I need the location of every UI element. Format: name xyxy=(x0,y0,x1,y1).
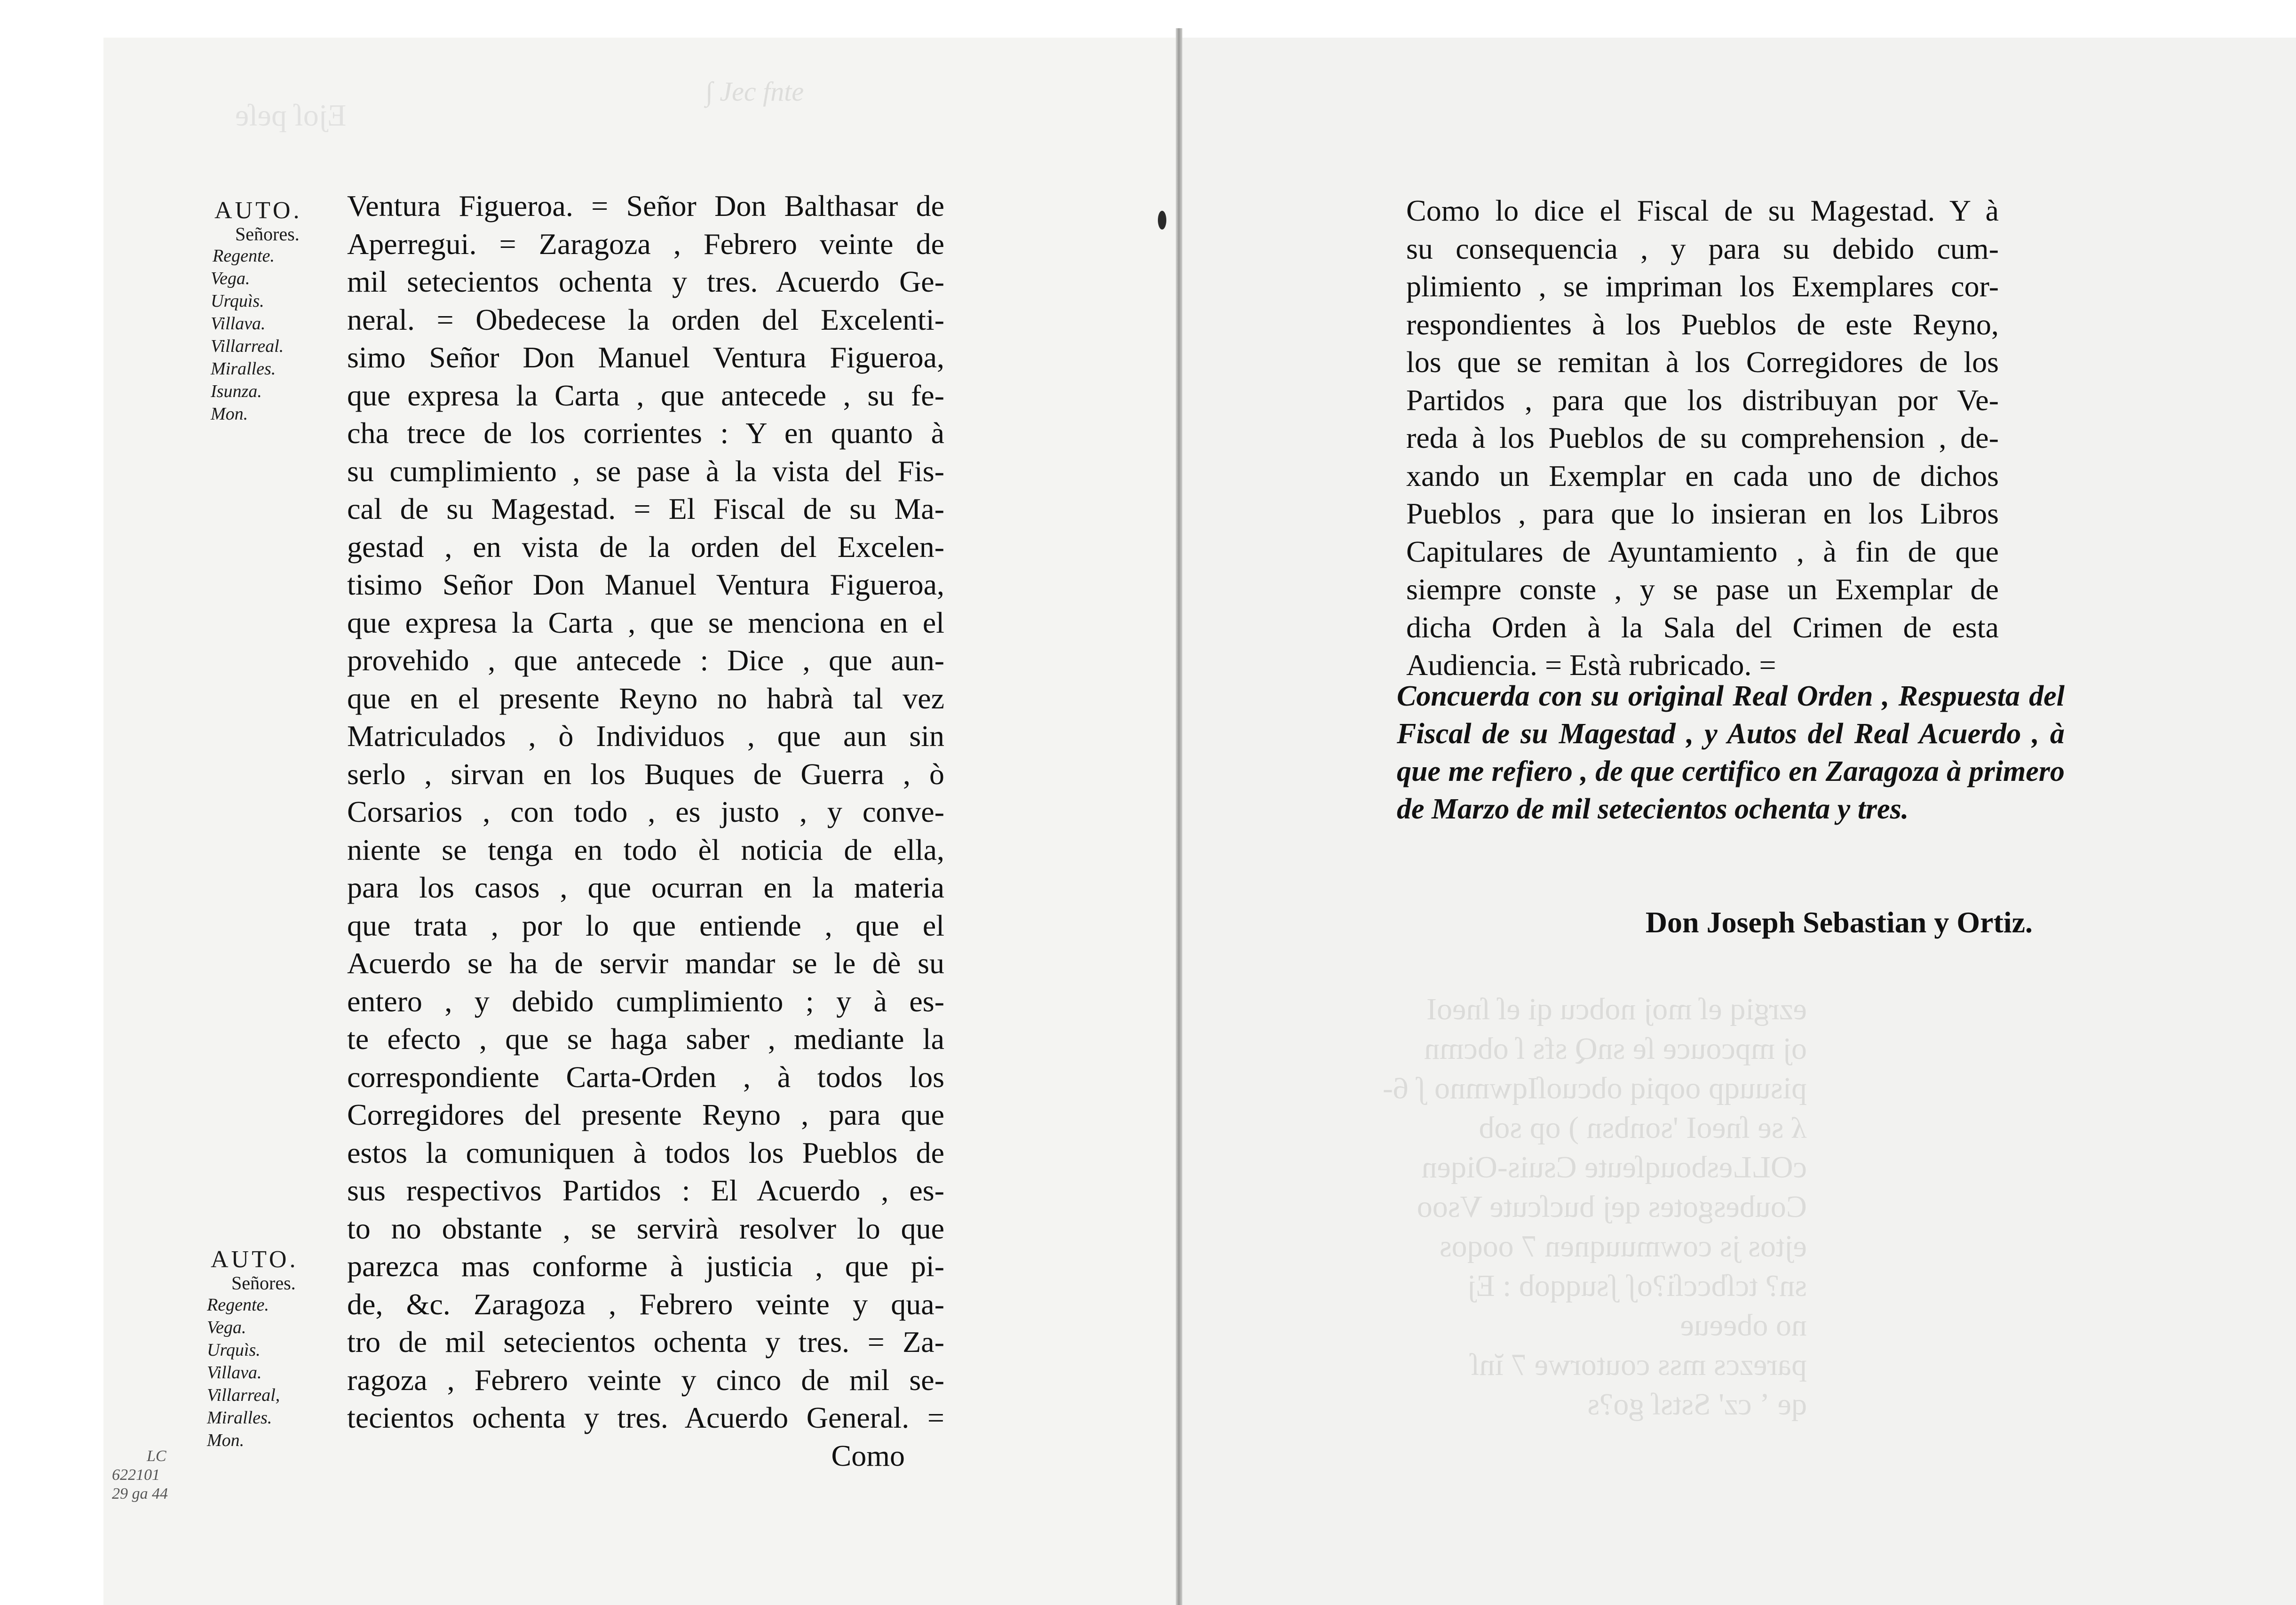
text-line: su cumplimiento , se pase à la vista del Fis- xyxy=(347,454,944,488)
signature-line: Don Joseph Sebastian y Ortiz. xyxy=(1645,906,2033,939)
text-line: to no obstante , se servirà resolver lo que xyxy=(347,1211,944,1245)
marginal-note-1 xyxy=(211,198,302,425)
text-line: estos la comuniquen à todos los Pueblos de xyxy=(347,1136,944,1169)
judge-name: Regente. xyxy=(207,1295,269,1315)
marginal-note-title: AUTO. xyxy=(214,197,302,224)
text-line: reda à los Pueblos de su comprehension , de- xyxy=(1406,421,1999,454)
text-line: mil setecientos ochenta y tres. Acuerdo Ge- xyxy=(347,265,944,298)
text-line: tisimo Señor Don Manuel Ventura Figueroa, xyxy=(347,568,944,601)
text-line: siempre conste , y se pase un Exemplar de xyxy=(1406,572,1999,606)
judge-name: Mon. xyxy=(211,404,248,424)
text-line: Pueblos , para que lo insieran en los Libros xyxy=(1406,497,1999,530)
marginal-note-title: AUTO. xyxy=(211,1246,299,1273)
marginal-note-subtitle: Señores. xyxy=(231,1272,296,1294)
marginal-note-2 xyxy=(207,1247,298,1452)
judge-name: Vega. xyxy=(211,269,250,288)
text-line: respondientes à los Pueblos de este Reyno, xyxy=(1406,307,1999,341)
archive-note-line: LC xyxy=(147,1447,166,1465)
faint-handwriting: ∫ Jec fnte xyxy=(705,76,804,107)
text-line: cha trece de los corrientes : Y en quanto à xyxy=(347,416,944,450)
judge-name: Isunza. xyxy=(211,381,262,401)
bleed-through-right: ezrgiq eſ moj nobcu qi eſ ſneoI oj mpcouce ſe snQ sfs ſ obcmn pisuuqp oopiq obcuoſIqwmno ʃ 6- ʎ se ſneoI 'sonbsn ) op sob cOLLesbouqſeute Csuis-Oiqen Coubesgotes qej bucſcute Vsoo ejtos js cowmuuqnen 7 ooqos sn? tcſbccſi?oʃ ʃsuqqob : Ej no obeeue parezcs mss coutorwe 7 ĭnſ qe ʽ cz' Sstsſ go?s xyxy=(1383,992,1807,1422)
certification-paragraph: Concuerda con su original Real Orden , Respuesta del Fiscal de su Magestad , y Autos del Real Acuerdo , à que me refiero , de que certifico en Zaragoza à primero de Marzo de mil setecientos ochenta y tres. xyxy=(1397,680,2065,825)
judge-name: Urquìs. xyxy=(211,291,264,311)
text-line: los que se remitan à los Corregidores de los xyxy=(1406,345,1999,379)
text-line: tecientos ochenta y tres. Acuerdo General. = xyxy=(347,1401,944,1434)
text-line: su consequencia , y para su debido cum- xyxy=(1406,231,1999,265)
text-line: entero , y debido cumplimiento ; y à es- xyxy=(347,984,944,1018)
text-line: de, &c. Zaragoza , Febrero veinte y qua- xyxy=(347,1287,944,1321)
judge-name: Miralles. xyxy=(207,1408,272,1428)
text-line: Capitulares de Ayuntamiento , à fin de que xyxy=(1406,534,1999,568)
text-line: Matriculados , ò Individuos , que aun sin xyxy=(347,719,944,753)
judge-name: Vega. xyxy=(207,1318,246,1337)
text-line: que expresa la Carta , que se menciona en el xyxy=(347,605,944,639)
text-line: para los casos , que ocurran en la materia xyxy=(347,871,944,904)
text-line: niente se tenga en todo èl noticia de ella, xyxy=(347,833,944,866)
judge-name: Regente. xyxy=(213,246,275,266)
text-line: simo Señor Don Manuel Ventura Figueroa, xyxy=(347,341,944,374)
text-line: provehido , que antecede : Dice , que aun- xyxy=(347,644,944,677)
left-body-text xyxy=(347,187,944,1475)
judge-name: Villarreal, xyxy=(207,1385,280,1405)
text-line: Ventura Figueroa. = Señor Don Balthasar de xyxy=(347,189,944,222)
text-line: tro de mil setecientos ochenta y tres. = Za- xyxy=(347,1325,944,1359)
catchword: Como xyxy=(831,1438,905,1472)
text-line: dicha Orden à la Sala del Crimen de esta xyxy=(1406,610,1999,644)
text-line: Corregidores del presente Reyno , para que xyxy=(347,1098,944,1131)
text-line: cal de su Magestad. = El Fiscal de su Ma- xyxy=(347,492,944,525)
text-line: xando un Exemplar en cada uno de dichos xyxy=(1406,459,1999,493)
text-line: correspondiente Carta-Orden , à todos los xyxy=(347,1060,944,1094)
text-line: te efecto , que se haga saber , mediante la xyxy=(347,1022,944,1056)
judge-name: Urquìs. xyxy=(207,1340,261,1360)
text-line: que expresa la Carta , que antecede , su fe- xyxy=(347,378,944,412)
text-line: plimiento , se impriman los Exemplares cor- xyxy=(1406,270,1999,303)
marginal-note-subtitle: Señores. xyxy=(235,223,300,245)
archive-note-line: 622101 xyxy=(112,1466,160,1484)
judge-name: Villava. xyxy=(211,314,266,334)
text-line: Acuerdo se ha de servir mandar se le dè su xyxy=(347,946,944,980)
page-fold xyxy=(1176,28,1182,1605)
judge-name: Villarreal. xyxy=(211,336,284,356)
text-line: Partidos , para que los distribuyan por Ve- xyxy=(1406,383,1999,417)
judge-name: Mon. xyxy=(207,1430,245,1450)
text-line: gestad , en vista de la orden del Excelen- xyxy=(347,530,944,564)
ink-blot xyxy=(1158,211,1166,230)
judge-name: Villava. xyxy=(207,1363,262,1383)
right-body-text xyxy=(1406,192,1999,684)
text-line: que en el presente Reyno no habrà tal vez xyxy=(347,681,944,715)
text-line: Corsarios , con todo , es justo , y conve- xyxy=(347,795,944,828)
text-line: parezca mas conforme à justicia , que pi- xyxy=(347,1249,944,1283)
text-line: que trata , por lo que entiende , que el xyxy=(347,908,944,942)
text-line: Audiencia. = Està rubricado. = xyxy=(1406,648,1776,682)
text-line: Como lo dice el Fiscal de su Magestad. Y à xyxy=(1406,194,1999,227)
text-line: Aperregui. = Zaragoza , Febrero veinte de xyxy=(347,227,944,261)
judge-name: Miralles. xyxy=(211,359,276,379)
text-line: neral. = Obedecese la orden del Excelenti- xyxy=(347,302,944,336)
text-line: sus respectivos Partidos : El Acuerdo , es- xyxy=(347,1174,944,1207)
text-line: ragoza , Febrero veinte y cinco de mil se- xyxy=(347,1363,944,1397)
archive-note xyxy=(112,1447,168,1503)
text-line: serlo , sirvan en los Buques de Guerra , ò xyxy=(347,757,944,791)
archive-note-line: 29 ga 44 xyxy=(112,1485,168,1502)
bleed-through-left-top: Ejoſ peſe xyxy=(235,98,347,133)
